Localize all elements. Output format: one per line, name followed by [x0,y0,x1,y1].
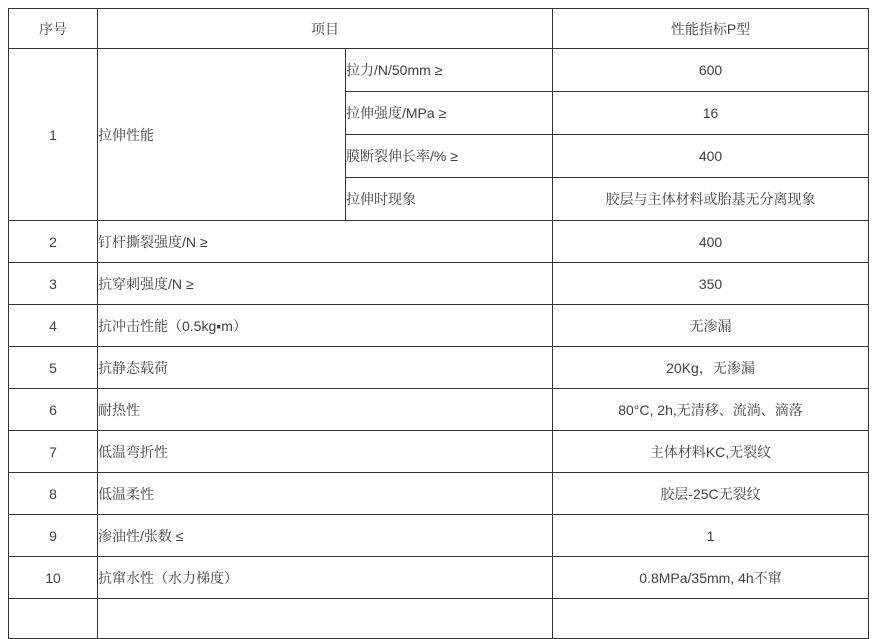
row-value-cell: 0.8MPa/35mm, 4h不窜 [553,557,869,599]
row-item-cell: 低温弯折性 [98,431,553,473]
row-item-cell: 渗油性/张数 ≤ [98,515,553,557]
row-item-cell: 抗穿刺强度/N ≥ [98,263,553,305]
row-no-cell: 1 [9,49,98,221]
row-no-cell: 7 [9,431,98,473]
table-row [9,557,869,599]
sub-row-label: 拉伸强度/MPa ≥ [346,92,553,135]
row-no-cell [9,599,98,639]
table-row [9,389,869,431]
sub-row-value: 600 [553,49,869,92]
sub-row-value: 16 [553,92,869,135]
row-item-cell: 抗静态载荷 [98,347,553,389]
table-row [9,515,869,557]
row-item-cell [98,599,553,639]
row-value-cell: 无渗漏 [553,305,869,347]
spec-table [8,8,869,639]
row-value-cell: 主体材料KC,无裂纹 [553,431,869,473]
row-item-cell: 耐热性 [98,389,553,431]
row-item-cell: 抗冲击性能（0.5kg▪m） [98,305,553,347]
row-value-cell: 20Kg，无渗漏 [553,347,869,389]
table-row [9,49,869,92]
header-col-item: 项目 [98,9,553,49]
table-row [9,431,869,473]
row-item-cell: 抗窜水性（水力梯度） [98,557,553,599]
row-no-cell: 4 [9,305,98,347]
row-value-cell: 350 [553,263,869,305]
table-header-row [9,9,869,49]
row-value-cell: 胶层-25C无裂纹 [553,473,869,515]
row-value-cell: 400 [553,221,869,263]
row-value-cell: 80°C, 2h,无清移、流淌、滴落 [553,389,869,431]
row-no-cell: 9 [9,515,98,557]
table-row [9,305,869,347]
row-item-cell: 钉杆撕裂强度/N ≥ [98,221,553,263]
row-value-cell: 1 [553,515,869,557]
row-no-cell: 8 [9,473,98,515]
row-no-cell: 2 [9,221,98,263]
table-row [9,221,869,263]
table-row [9,347,869,389]
table-row-partial [9,599,869,639]
row-item-cell: 拉伸性能 [98,49,346,221]
row-no-cell: 6 [9,389,98,431]
sub-row-value: 400 [553,135,869,178]
table-row [9,473,869,515]
row-value-cell [553,599,869,639]
header-col-value: 性能指标P型 [553,9,869,49]
sub-row-label: 拉伸时现象 [346,178,553,221]
table-row [9,263,869,305]
row-item-cell: 低温柔性 [98,473,553,515]
row-no-cell: 10 [9,557,98,599]
sub-row-value: 胶层与主体材料或胎基无分离现象 [553,178,869,221]
row-no-cell: 3 [9,263,98,305]
header-col-no: 序号 [9,9,98,49]
row-no-cell: 5 [9,347,98,389]
sub-row-label: 拉力/N/50mm ≥ [346,49,553,92]
sub-row-label: 膜断裂伸长率/% ≥ [346,135,553,178]
